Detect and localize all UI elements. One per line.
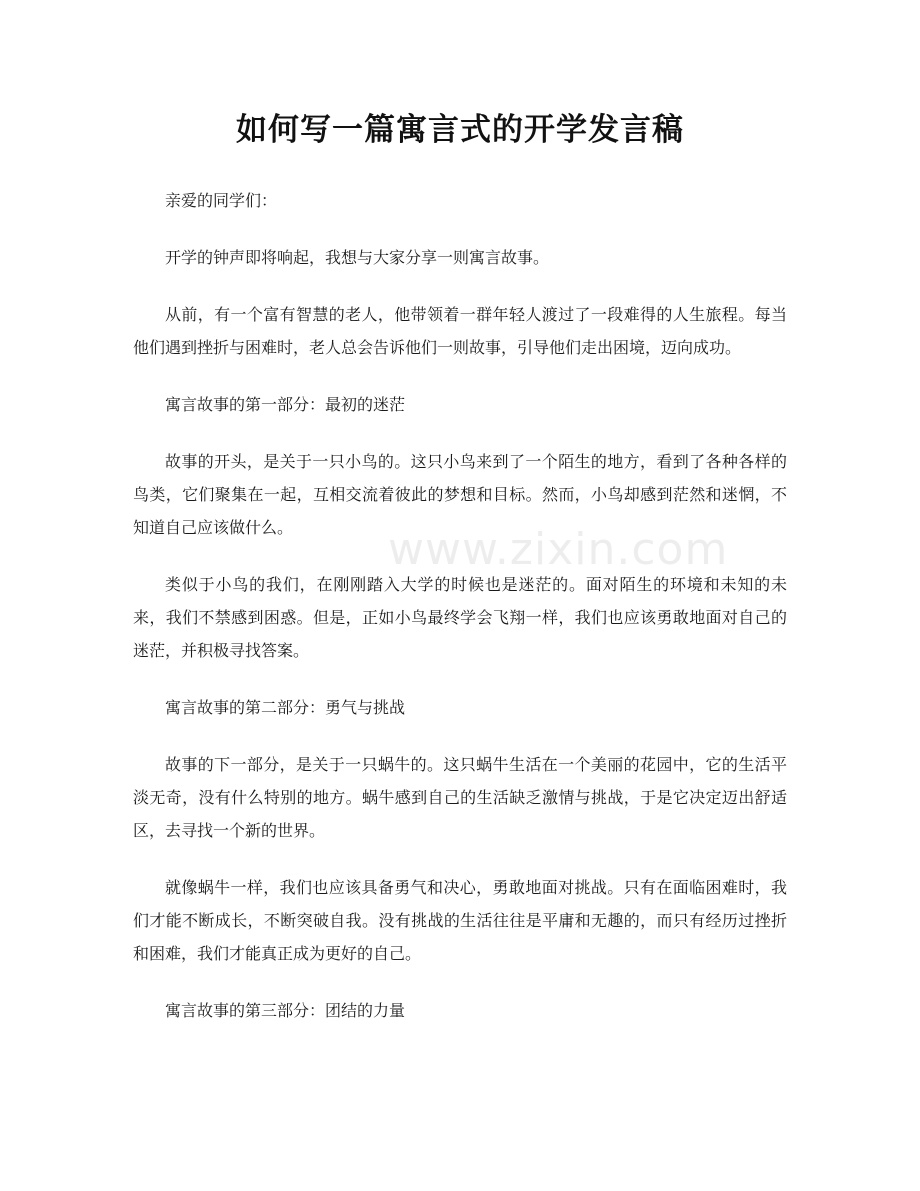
paragraph-greeting: 亲爱的同学们：	[165, 191, 278, 210]
section-heading-part-three: 寓言故事的第三部分：团结的力量	[165, 1001, 406, 1020]
paragraph-snail-lesson: 就像蜗牛一样，我们也应该具备勇气和决心，勇敢地面对挑战。只有在面临困难时，我们才能不断成长，不断突破自我。没有挑战的生活往往是平庸和无趣的，而只有经历过挫折和困难，我们才能真正成为更好的自己。	[133, 878, 787, 963]
paragraph-snail-story: 故事的下一部分，是关于一只蜗牛的。这只蜗牛生活在一个美丽的花园中，它的生活平淡无奇，没有什么特别的地方。蜗牛感到自己的生活缺乏激情与挑战，于是它决定迈出舒适区，去寻找一个新的世界。	[133, 755, 787, 840]
paragraph-intro: 开学的钟声即将响起，我想与大家分享一则寓言故事。	[165, 248, 550, 267]
document-body	[133, 184, 787, 1051]
section-heading-part-two: 寓言故事的第二部分：勇气与挑战	[165, 698, 406, 717]
paragraph-bird-lesson: 类似于小鸟的我们，在刚刚踏入大学的时候也是迷茫的。面对陌生的环境和未知的未来，我们不禁感到困惑。但是，正如小鸟最终学会飞翔一样，我们也应该勇敢地面对自己的迷茫，并积极寻找答案。	[133, 575, 787, 660]
paragraph-story-setup: 从前，有一个富有智慧的老人，他带领着一群年轻人渡过了一段难得的人生旅程。每当他们遇到挫折与困难时，老人总会告诉他们一则故事，引导他们走出困境，迈向成功。	[133, 305, 787, 357]
watermark-text: www.zixin.com	[388, 524, 729, 575]
paragraph-bird-story: 故事的开头，是关于一只小鸟的。这只小鸟来到了一个陌生的地方，看到了各种各样的鸟类，它们聚集在一起，互相交流着彼此的梦想和目标。然而，小鸟却感到茫然和迷惘，不知道自己应该做什么。	[133, 452, 787, 537]
section-heading-part-one: 寓言故事的第一部分：最初的迷茫	[165, 395, 406, 414]
document-title: 如何写一篇寓言式的开学发言稿	[236, 112, 684, 148]
